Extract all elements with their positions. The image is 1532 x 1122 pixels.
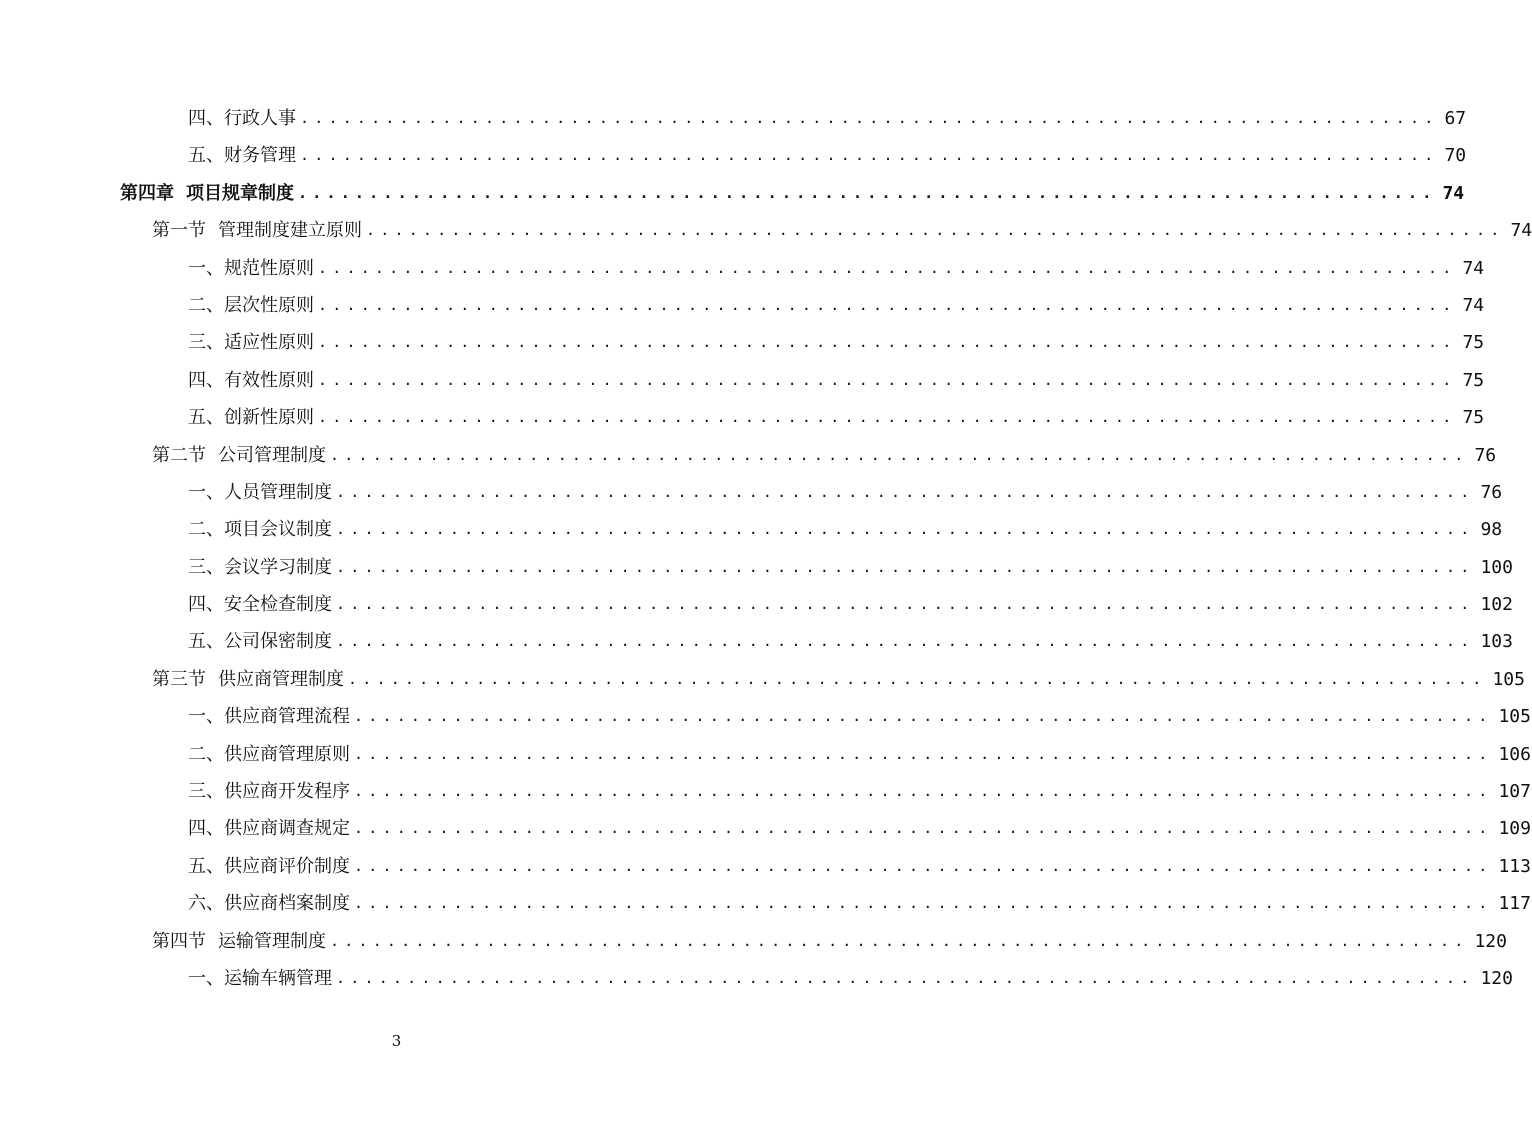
toc-item-row[interactable]: [0, 399, 1485, 436]
toc-item-row[interactable]: [0, 960, 1513, 997]
toc-item-row[interactable]: [0, 736, 1531, 773]
toc-entry-title: 财务管理: [224, 145, 296, 167]
dot-leader: ................................................................................: [354, 856, 1493, 875]
dot-leader: ................................................................................: [366, 221, 1505, 240]
toc-entry-page: 70: [1444, 145, 1467, 167]
toc-entry-title: 适应性原则: [224, 332, 314, 354]
toc-entry-page: 100: [1480, 556, 1513, 578]
dot-leader: ................................................................................: [330, 931, 1469, 950]
toc-item-row[interactable]: [0, 549, 1513, 586]
toc-entry-page: 113: [1498, 855, 1531, 877]
toc-entry[interactable]: [188, 287, 1485, 324]
toc-entry-title: 行政人事: [224, 108, 296, 129]
toc-entry-title: 供应商调查规定: [224, 818, 350, 840]
dot-leader: ................................................................................: [330, 445, 1469, 464]
toc-section-row[interactable]: [0, 661, 1525, 698]
toc-entry[interactable]: [188, 511, 1503, 548]
toc-entry-number: 五、: [188, 407, 224, 429]
toc-entry-title: 项目规章制度: [186, 182, 294, 204]
toc-entry-title: 运输管理制度: [218, 930, 326, 952]
toc-item-row[interactable]: [0, 324, 1485, 361]
toc-entry-page: 75: [1462, 332, 1485, 354]
toc-entry-number: 一、: [188, 967, 224, 989]
toc-item-row[interactable]: [0, 773, 1531, 810]
toc-entry-title: 管理制度建立原则: [218, 220, 362, 242]
toc-entry-number: 一、: [188, 481, 224, 503]
toc-entry-number: 五、: [188, 631, 224, 653]
dot-leader: ................................................................................: [336, 557, 1475, 576]
toc-entry-number: 六、: [188, 893, 224, 915]
toc-entry-page: 120: [1474, 930, 1507, 952]
toc-item-row[interactable]: [0, 100, 1467, 137]
dot-leader: ................................................................................: [298, 183, 1437, 202]
toc-item-row[interactable]: [0, 511, 1503, 548]
toc-entry[interactable]: [188, 960, 1513, 997]
toc-entry-number: 二、: [188, 519, 224, 541]
toc-entry-number: 二、: [188, 294, 224, 316]
toc-item-row[interactable]: [0, 362, 1485, 399]
toc-entry-page: 76: [1480, 481, 1503, 503]
toc-entry-title: 安全检查制度: [224, 594, 332, 616]
toc-entry-page: 75: [1462, 407, 1485, 429]
toc-entry[interactable]: [188, 810, 1531, 847]
toc-entry-page: 103: [1480, 631, 1513, 653]
toc-entry-number: 三、: [188, 781, 224, 803]
toc-item-row[interactable]: [0, 250, 1485, 287]
dot-leader: ................................................................................: [354, 744, 1493, 763]
toc-entry-title: 人员管理制度: [224, 481, 332, 503]
dot-leader: ................................................................................: [318, 295, 1457, 314]
toc-item-row[interactable]: [0, 698, 1531, 735]
dot-leader: ................................................................................: [300, 109, 1439, 127]
toc-entry-number: 四、: [188, 594, 224, 616]
toc-entry[interactable]: [188, 137, 1467, 174]
toc-entry[interactable]: [188, 698, 1531, 735]
toc-section-row[interactable]: [0, 923, 1507, 960]
toc-entry-number: 三、: [188, 332, 224, 354]
toc-entry[interactable]: [188, 549, 1513, 586]
toc-item-row[interactable]: [0, 586, 1513, 623]
dot-leader: ................................................................................: [336, 520, 1475, 539]
dot-leader: ................................................................................: [354, 819, 1493, 838]
toc-entry[interactable]: [188, 474, 1503, 511]
dot-leader: ................................................................................: [336, 632, 1475, 651]
toc-item-row[interactable]: [0, 137, 1467, 174]
toc-entry-page: 105: [1492, 668, 1525, 690]
toc-entry-page: 120: [1480, 967, 1513, 989]
toc-entry-page: 74: [1462, 294, 1485, 316]
toc-entry-number: 第三节: [152, 668, 206, 690]
toc-entry[interactable]: [152, 212, 1532, 249]
dot-leader: ................................................................................: [336, 482, 1475, 501]
toc-entry-number: 一、: [188, 706, 224, 728]
toc-entry-number: 第四章: [120, 182, 174, 204]
dot-leader: ................................................................................: [354, 782, 1493, 801]
toc-entry-title: 供应商评价制度: [224, 855, 350, 877]
toc-entry[interactable]: [188, 623, 1513, 660]
toc-entry-page: 105: [1498, 706, 1531, 728]
toc-entry-page: 74: [1442, 182, 1465, 204]
toc-entry[interactable]: [188, 586, 1513, 623]
toc-entry-title: 公司管理制度: [218, 444, 326, 466]
toc-entry-title: 创新性原则: [224, 407, 314, 429]
toc-item-row[interactable]: [0, 623, 1513, 660]
toc-entry-number: 第二节: [152, 444, 206, 466]
toc-entry-page: 67: [1444, 108, 1467, 129]
toc-entry[interactable]: [188, 324, 1485, 361]
toc-entry-title: 项目会议制度: [224, 519, 332, 541]
toc-entry-title: 公司保密制度: [224, 631, 332, 653]
page-number: 3: [391, 1032, 402, 1050]
toc-entry-title: 规范性原则: [224, 257, 314, 279]
toc-entry-number: 五、: [188, 855, 224, 877]
toc-entry[interactable]: [152, 923, 1507, 960]
toc-item-row[interactable]: [0, 287, 1485, 324]
toc-entry-number: 二、: [188, 743, 224, 765]
toc-entry-number: 五、: [188, 145, 224, 167]
toc-entry-page: 74: [1510, 220, 1532, 242]
toc-entry-page: 107: [1498, 781, 1531, 803]
toc-section-row[interactable]: [0, 212, 1532, 249]
toc-entry-title: 供应商管理原则: [224, 743, 350, 765]
toc-entry[interactable]: [188, 736, 1531, 773]
toc-entry[interactable]: [188, 773, 1531, 810]
toc-entry-title: 会议学习制度: [224, 556, 332, 578]
table-of-contents: [0, 100, 1532, 997]
toc-entry-number: 四、: [188, 369, 224, 391]
toc-entry-number: 第四节: [152, 930, 206, 952]
toc-entry[interactable]: [188, 100, 1467, 137]
toc-entry[interactable]: [152, 437, 1497, 474]
toc-entry-number: 四、: [188, 818, 224, 840]
toc-entry[interactable]: [188, 399, 1485, 436]
toc-entry-number: 第一节: [152, 220, 206, 242]
dot-leader: ................................................................................: [318, 370, 1457, 389]
toc-chapter-row[interactable]: [0, 175, 1465, 212]
toc-entry-page: 75: [1462, 369, 1485, 391]
toc-entry-number: 一、: [188, 257, 224, 279]
toc-entry[interactable]: [188, 848, 1531, 885]
toc-item-row[interactable]: [0, 885, 1531, 922]
toc-entry[interactable]: [152, 661, 1525, 698]
toc-entry-title: 供应商开发程序: [224, 781, 350, 803]
toc-entry-page: 74: [1462, 257, 1485, 279]
toc-item-row[interactable]: [0, 848, 1531, 885]
toc-entry-title: 供应商管理制度: [218, 668, 344, 690]
toc-entry-page: 76: [1474, 444, 1497, 466]
toc-entry-number: 三、: [188, 556, 224, 578]
toc-section-row[interactable]: [0, 437, 1497, 474]
toc-entry[interactable]: [188, 885, 1531, 922]
toc-entry-page: 117: [1498, 893, 1531, 915]
dot-leader: ................................................................................: [336, 968, 1475, 987]
dot-leader: ................................................................................: [354, 894, 1493, 913]
toc-entry-title: 有效性原则: [224, 369, 314, 391]
toc-entry-number: 四、: [188, 108, 224, 129]
dot-leader: ................................................................................: [318, 408, 1457, 427]
toc-entry-page: 106: [1498, 743, 1531, 765]
dot-leader: ................................................................................: [318, 333, 1457, 352]
toc-entry-title: 供应商管理流程: [224, 706, 350, 728]
dot-leader: ................................................................................: [300, 146, 1439, 165]
toc-item-row[interactable]: [0, 810, 1531, 847]
toc-entry-title: 供应商档案制度: [224, 893, 350, 915]
toc-entry-title: 运输车辆管理: [224, 967, 332, 989]
toc-entry-page: 109: [1498, 818, 1531, 840]
toc-entry[interactable]: [120, 175, 1465, 212]
toc-entry-page: 102: [1480, 594, 1513, 616]
toc-entry[interactable]: [188, 362, 1485, 399]
dot-leader: ................................................................................: [336, 595, 1475, 614]
dot-leader: ................................................................................: [354, 707, 1493, 726]
toc-entry-title: 层次性原则: [224, 294, 314, 316]
dot-leader: ................................................................................: [348, 669, 1487, 688]
toc-entry[interactable]: [188, 250, 1485, 287]
dot-leader: ................................................................................: [318, 258, 1457, 277]
toc-item-row[interactable]: [0, 474, 1503, 511]
toc-entry-page: 98: [1480, 519, 1503, 541]
